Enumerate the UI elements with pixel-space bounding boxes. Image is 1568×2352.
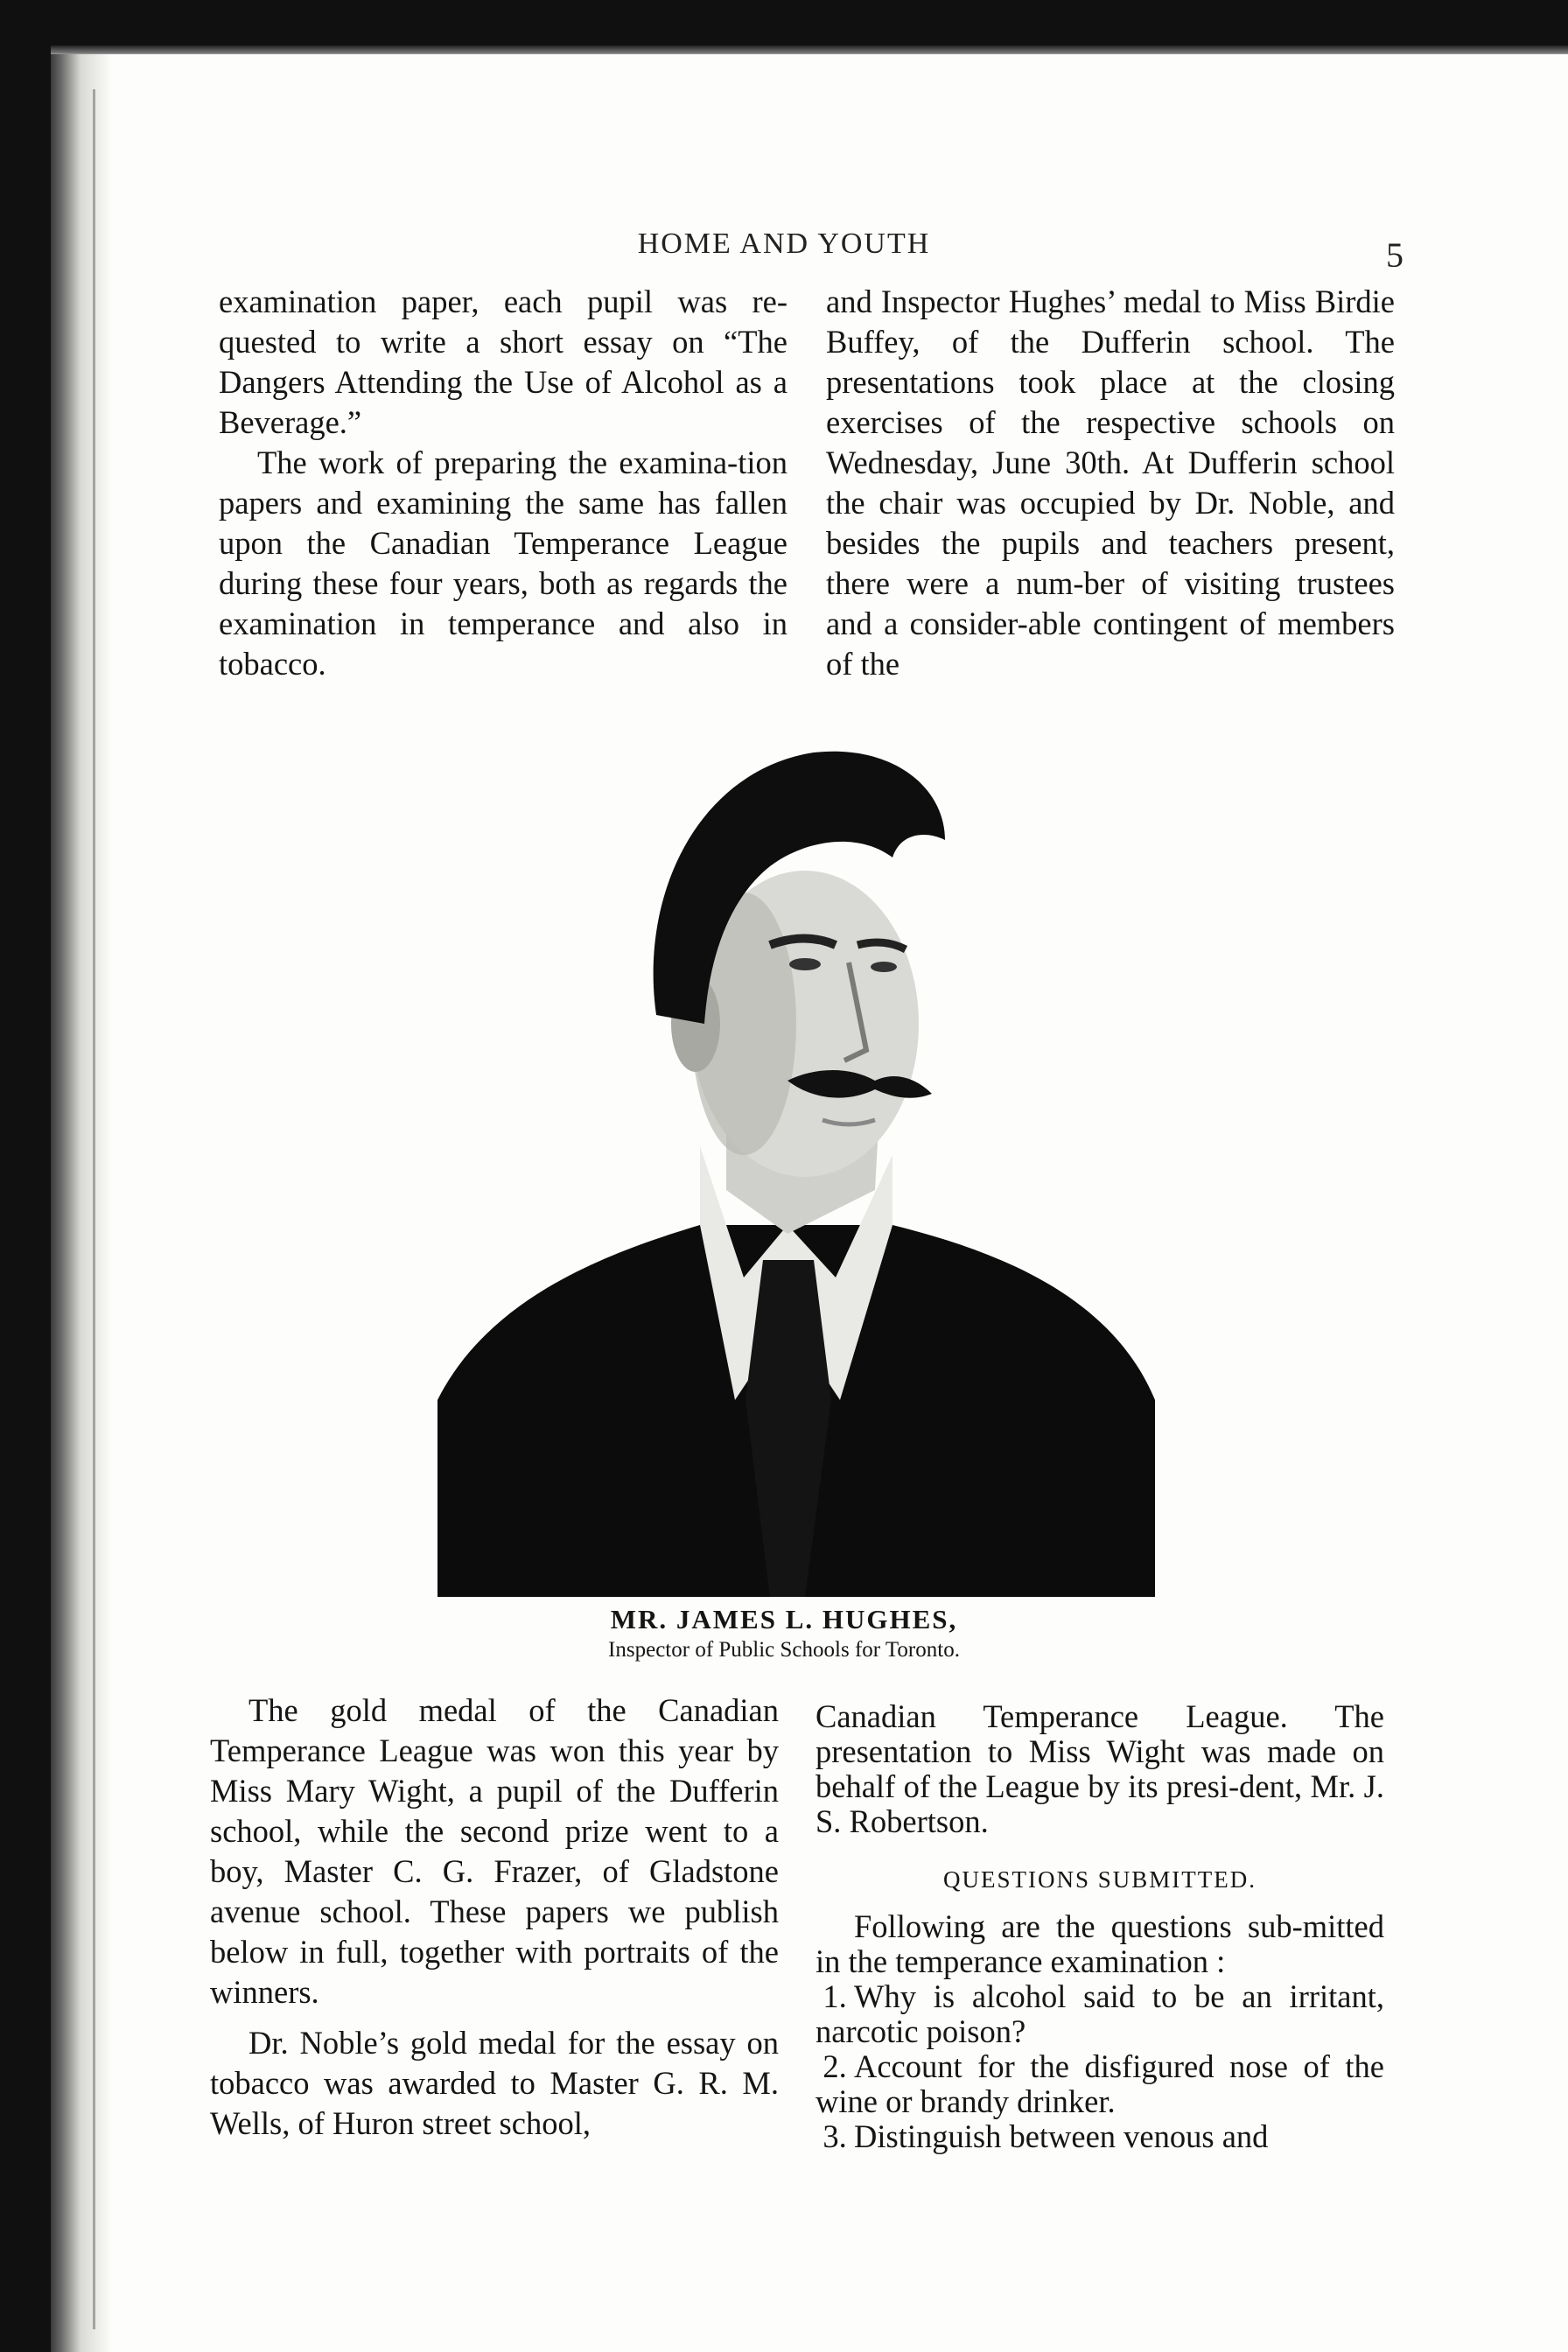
binding-line [93,89,95,2329]
portrait-caption [0,1603,1568,1664]
top-right-column [826,282,1395,684]
portrait-image [438,735,1155,1597]
paragraph: Canadian Temperance League. The presentation to Miss Wight was made on behalf of the League by its presi-dent, Mr. J. S. Robertson. [816,1698,1384,1839]
caption-name: MR. JAMES L. HUGHES, [610,1604,958,1634]
question-number: 2. [822,2048,847,2084]
question-text: Distinguish between venous and [854,2118,1269,2154]
question-text: Why is alcohol said to be an irritant, narcotic poison? [816,1978,1384,2049]
paragraph: Following are the questions sub-mitted in the temperance examination : [816,1908,1384,1979]
question-item [816,1979,1384,2049]
bottom-right-column [816,1699,1384,2154]
page-gutter-shadow [51,54,112,2352]
paragraph: Dr. Noble’s gold medal for the essay on tobacco was awarded to Master G. R. M. Wells, of Huron street school, [210,2025,779,2141]
paragraph: examination paper, each pupil was re-quested to write a short essay on “The Dangers Attending the Use of Alcohol as a Beverage.” [219,284,788,440]
bottom-left-column [210,1690,779,2144]
page-number: 5 [1386,235,1404,275]
running-title: HOME AND YOUTH [637,228,931,260]
caption-role: Inspector of Public Schools for Toronto. [608,1638,960,1662]
question-item [816,2119,1384,2154]
paragraph: and Inspector Hughes’ medal to Miss Birdie Buffey, of the Dufferin school. The presentations took place at the closing exercises of the respective schools on Wednesday, June 30th. At Dufferin school the chair was occupied by Dr. Noble, and besides the pupils and teachers present, there were a num-ber of visiting trustees and a consider-able contingent of members of the [826,284,1395,682]
question-number: 3. [822,2118,847,2154]
question-text: Account for the disfigured nose of the wine or brandy drinker. [816,2048,1384,2119]
top-left-column [219,282,788,684]
section-subheading: QUESTIONS SUBMITTED. [942,1866,1256,1893]
paragraph: The work of preparing the examina-tion papers and examining the same has fallen upon the Canadian Temperance League during these four years, both as regards the examination in temperance and also in tobacco. [219,444,788,682]
question-item [816,2049,1384,2119]
paragraph: The gold medal of the Canadian Temperance League was won this year by Miss Mary Wight, a pupil of the Dufferin school, while the second prize went to a boy, Master C. G. Frazer, of Gladstone avenue school. These papers we publish below in full, together with portraits of the winners. [210,1692,779,2010]
question-number: 1. [822,1978,847,2014]
